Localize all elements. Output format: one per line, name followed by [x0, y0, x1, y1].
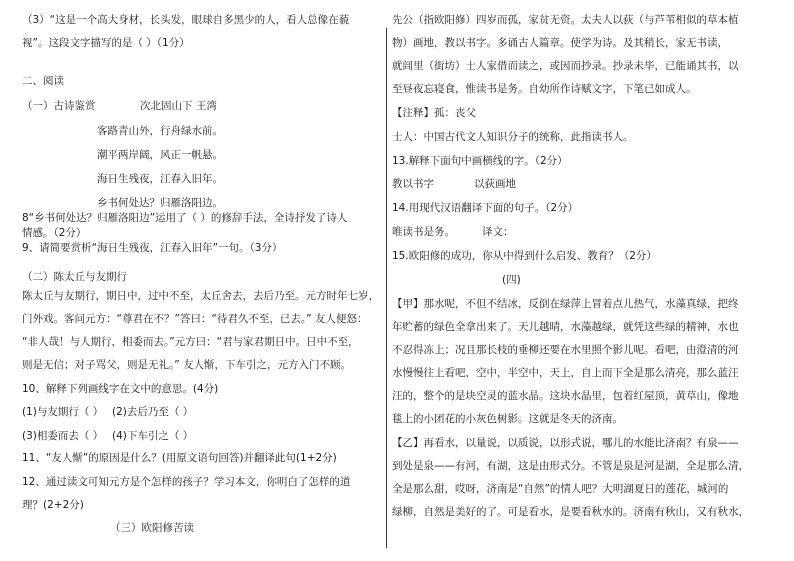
passage-line: “非人哉！与人期行，相委而去。”元方曰：“君与家君期日中。日中不至，: [22, 336, 359, 348]
q14-translation-label: 译文：: [482, 226, 514, 238]
passage-jia-line: 不忍得冻上；况且那长枝的垂柳还要在水里照个影儿呢。看吧，由澄清的河: [392, 344, 739, 356]
q12-line-1: 12、通过读文可知元方是个怎样的孩子？学习本文，你明白了怎样的道: [22, 476, 351, 488]
passage-jia-line: 汪的，整个的是块空灵的蓝水晶。这块水晶里，包着红屋顶，黄草山，像地: [392, 390, 739, 402]
poem-section-heading: （一）古诗鉴赏: [22, 100, 96, 112]
q13: 13.解释下面句中画横线的字。（2分）: [392, 155, 568, 167]
section-four-heading: (四): [502, 274, 521, 286]
poem-title: 次北固山下 王湾: [140, 100, 217, 112]
note-label: 【注释】孤：丧父: [392, 107, 476, 119]
passage-line: 物）画地，教以书字。多诵古人篇章。使学为诗。及其稍长，家无书读，: [392, 37, 728, 49]
q3-line-2: 视”。这段文字描写的是（ ）（1分）: [22, 37, 190, 49]
passage-line: 先公（指欧阳修）四岁而孤，家贫无资。太夫人以荻（与芦苇相似的草本植: [392, 14, 739, 26]
q10-item: (3)相委而去（ ）: [22, 430, 104, 442]
passage-jia-line: 年贮蓄的绿色全拿出来了。天儿越晴，水藻越绿，就凭这些绿的精神，水也: [392, 321, 739, 333]
text-section-heading: （二）陈太丘与友期行: [22, 271, 127, 283]
passage-yi-line: 绿柳，自然是美好的了。可是看水，是要看秋水的。济南有秋山，又有秋水，: [392, 506, 749, 518]
q14: 14.用现代汉语翻译下面的句子。（2分）: [392, 202, 579, 214]
q8-line-2: 情感。（2分）: [22, 227, 87, 239]
q13-item-1: 教以书字: [392, 178, 434, 190]
q10-item: (4)下车引之（ ）: [112, 430, 194, 442]
q14-sentence: 唯读书是务。: [392, 226, 455, 238]
passage-line: 至昼夜忘寝食，惟读书是务。自幼所作诗赋文字，下笔已如成人。: [392, 83, 697, 95]
q9: 9、请简要赏析“海日生残夜，江春入旧年”一句。（3分）: [22, 242, 283, 254]
passage-line: 门外戏。客问元方：“尊君在不？”答曰：“待君久不至，已去。” 友人便怒：: [22, 313, 368, 325]
column-divider: [386, 28, 387, 548]
passage-yi-line: 【乙】再看水，以量说，以质说，以形式说，哪儿的水能比济南？有泉——: [392, 437, 739, 449]
passage-line: 就闾里（街坊）士人家借而读之，或因而抄录。抄录未毕，已能诵其书，以: [392, 60, 739, 72]
q12-line-2: 理？(2+2分): [22, 499, 84, 511]
q10-item: (2)去后乃至（ ）: [112, 406, 194, 418]
poem-line: 海日生残夜，江春入旧年。: [97, 173, 223, 185]
q11: 11、“友人惭”的原因是什么？(用原文语句回答)并翻译此句(1+2分): [22, 452, 337, 464]
q10-item: (1)与友期行（ ）: [22, 406, 104, 418]
poem-line: 客路青山外，行舟绿水前。: [97, 125, 223, 137]
q8-line-1: 8“乡书何处达？归雁洛阳边”运用了（ ）的修辞手法，全诗抒发了诗人: [22, 212, 348, 224]
passage-jia-line: 水慢慢往上看吧，空中，半空中，天上，自上而下全是那么清亮，那么蓝汪: [392, 367, 739, 379]
passage-line: 则是无信；对子骂父，则是无礼。” 友人惭，下车引之，元方入门不顾。: [22, 359, 352, 371]
passage-jia-line: 毯上的小团花的小灰色树影。这就是冬天的济南。: [392, 413, 623, 425]
right-column: [392, 0, 794, 561]
passage-yi-line: 全是那么甜，哎呀，济南是“自然”的情人吧？大明湖夏日的莲花，城河的: [392, 483, 729, 495]
q15: 15.欧阳修的成功，你从中得到什么启发、教育？（2分）: [392, 250, 657, 262]
poem-line: 乡书何处达？归雁洛阳边。: [97, 197, 223, 209]
q10: 10、解释下列画线字在文中的意思。(4分): [22, 383, 219, 395]
passage-yi-line: 到处是泉——有河，有湖，这是由形式分。不管是泉是河是湖，全是那么清，: [392, 460, 749, 472]
passage-jia-line: 【甲】那水呢，不但不结冰，反倒在绿萍上冒着点儿热气，水藻真绿，把终: [392, 298, 739, 310]
passage-line: 陈太丘与友期行，期日中，过中不至，太丘舍去，去后乃至。元方时年七岁，: [22, 290, 379, 302]
poem-line: 潮平两岸阔，风正一帆悬。: [97, 149, 223, 161]
section-two-heading: 二、阅读: [22, 75, 64, 87]
section-three-heading: （三）欧阳修苦读: [110, 522, 194, 534]
left-column: [0, 0, 385, 561]
q3-line-1: （3）“这是一个高大身材，长头发，眼球自多黑少的人，看人总像在藐: [22, 14, 350, 26]
q13-item-2: 以荻画地: [474, 178, 516, 190]
note-line: 士人：中国古代文人知识分子的统称，此指读书人。: [392, 131, 634, 143]
